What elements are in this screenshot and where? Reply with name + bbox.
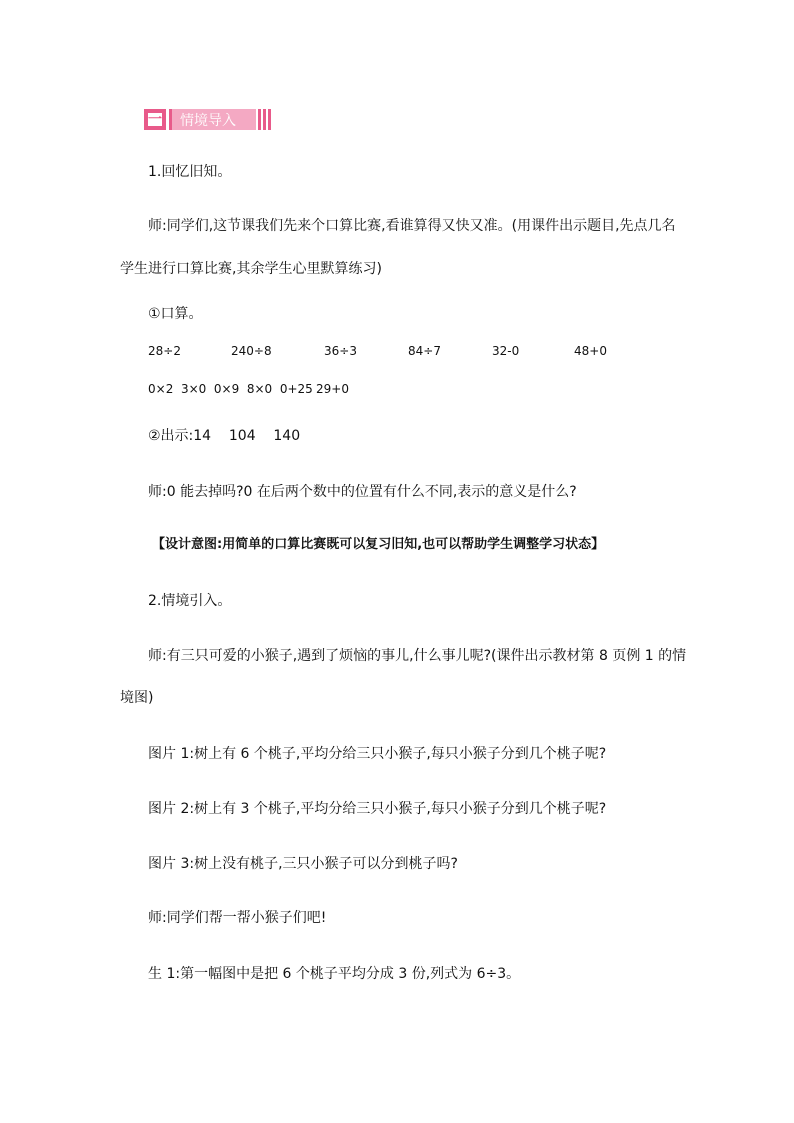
calc-item: 32-0	[492, 344, 520, 358]
teacher-paragraph-line: 境图)	[120, 690, 154, 706]
teacher-paragraph-line: 学生进行口算比赛,其余学生心里默算练习)	[120, 261, 382, 277]
section-number-box	[144, 109, 166, 130]
calc-item: 28÷2	[148, 344, 181, 358]
teacher-question: 师:0 能去掉吗?0 在后两个数中的位置有什么不同,表示的意义是什么?	[148, 484, 577, 500]
header-stripe	[268, 109, 271, 130]
oral-calc-label: ①口算。	[148, 306, 203, 322]
calc-item: 29+0	[316, 382, 349, 396]
calc-item: 48+0	[574, 344, 607, 358]
calc-item: 84÷7	[408, 344, 441, 358]
picture-2-text: 图片 2:树上有 3 个桃子,平均分给三只小猴子,每只小猴子分到几个桃子呢?	[148, 801, 607, 817]
subheading-review: 1.回忆旧知。	[148, 164, 232, 180]
section-header	[144, 109, 271, 130]
shown-numbers: ②出示:14 104 140	[148, 428, 301, 444]
section-title: 情境导入	[172, 109, 256, 130]
calc-item: 240÷8	[231, 344, 272, 358]
calc-row: 0×2 3×0 0×9 8×0 0+25	[148, 382, 313, 396]
picture-1-text: 图片 1:树上有 6 个桃子,平均分给三只小猴子,每只小猴子分到几个桃子呢?	[148, 746, 607, 762]
picture-3-text: 图片 3:树上没有桃子,三只小猴子可以分到桃子吗?	[148, 856, 458, 872]
student-answer: 生 1:第一幅图中是把 6 个桃子平均分成 3 份,列式为 6÷3。	[148, 966, 521, 982]
teacher-prompt: 师:同学们帮一帮小猴子们吧!	[148, 910, 327, 926]
subheading-scenario: 2.情境引入。	[148, 593, 232, 609]
teacher-paragraph-line: 师:同学们,这节课我们先来个口算比赛,看谁算得又快又准。(用课件出示题目,先点几名	[148, 218, 676, 234]
teacher-paragraph-line: 师:有三只可爱的小猴子,遇到了烦恼的事儿,什么事儿呢?(课件出示教材第 8 页例 1 的情	[148, 648, 687, 664]
design-intent: 【设计意图:用简单的口算比赛既可以复习旧知,也可以帮助学生调整学习状态】	[152, 537, 605, 552]
calc-item: 36÷3	[324, 344, 357, 358]
section-number: 一	[148, 111, 162, 128]
